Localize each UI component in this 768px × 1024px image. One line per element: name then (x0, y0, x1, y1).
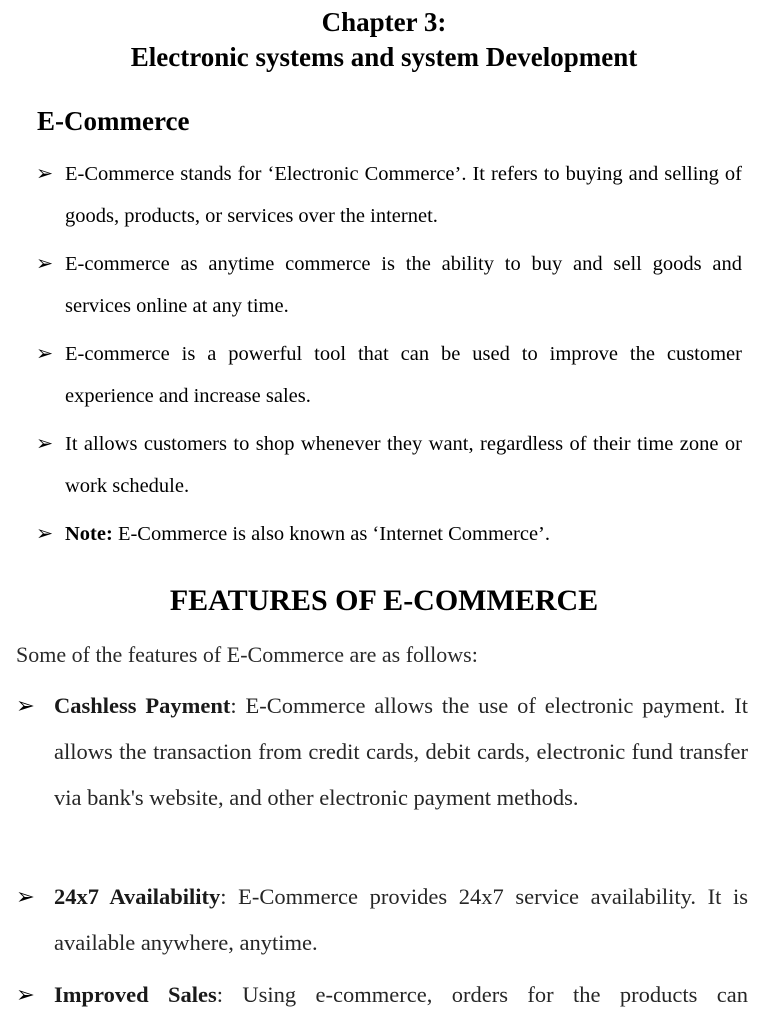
section-heading: E-Commerce (37, 106, 190, 136)
arrow-bullet-icon: ➢ (16, 884, 35, 909)
bullet-text: E-commerce is a powerful tool that can be used to improve the customer experience and increase sales. (65, 343, 742, 407)
feature-item (16, 972, 748, 1018)
note-text (65, 513, 742, 555)
feature-term: Cashless Payment (54, 693, 231, 718)
arrow-bullet-icon: ➢ (36, 163, 54, 185)
features-heading: FEATURES OF E-COMMERCE (169, 584, 599, 617)
list-item (36, 423, 742, 507)
list-item (36, 333, 742, 417)
arrow-bullet-icon: ➢ (36, 343, 54, 365)
feature-term: Improved Sales (54, 982, 217, 1007)
feature-description: : E-Commerce provides 24x7 service availability. It is available anywhere, anytime. (54, 884, 748, 955)
feature-item (16, 683, 748, 821)
bullet-text: It allows customers to shop whenever they want, regardless of their time zone or work schedule. (65, 433, 742, 497)
list-item (36, 243, 742, 327)
chapter-subtitle: Electronic systems and system Development (130, 42, 638, 72)
arrow-bullet-icon: ➢ (16, 693, 35, 718)
chapter-number: Chapter 3: (321, 7, 447, 37)
note-label: Note: (65, 523, 113, 545)
arrow-bullet-icon: ➢ (36, 433, 54, 455)
feature-term: 24x7 Availability (54, 884, 221, 909)
feature-item (16, 874, 748, 966)
arrow-bullet-icon: ➢ (36, 253, 54, 275)
list-item (36, 153, 742, 237)
arrow-bullet-icon: ➢ (16, 982, 35, 1007)
feature-text (54, 972, 748, 1018)
feature-text (54, 874, 748, 966)
feature-text (54, 683, 748, 821)
feature-description: : Using e-commerce, orders for the products can (216, 982, 748, 1007)
feature-description: : E-Commerce allows the use of electronic payment. It allows the transaction from credit cards, debit cards, electronic fund transfer via bank's website, and other electronic payment methods. (54, 693, 748, 810)
features-intro: Some of the features of E-Commerce are as follows: (16, 642, 478, 667)
bullet-text: E-Commerce stands for ‘Electronic Commerce’. It refers to buying and selling of goods, products, or services over the internet. (65, 163, 742, 227)
note-body: E-Commerce is also known as ‘Internet Commerce’. (112, 523, 551, 545)
chapter-title (0, 5, 768, 75)
list-item (36, 513, 742, 555)
bullet-text: E-commerce as anytime commerce is the ability to buy and sell goods and services online at any time. (65, 253, 742, 317)
arrow-bullet-icon: ➢ (36, 523, 54, 545)
